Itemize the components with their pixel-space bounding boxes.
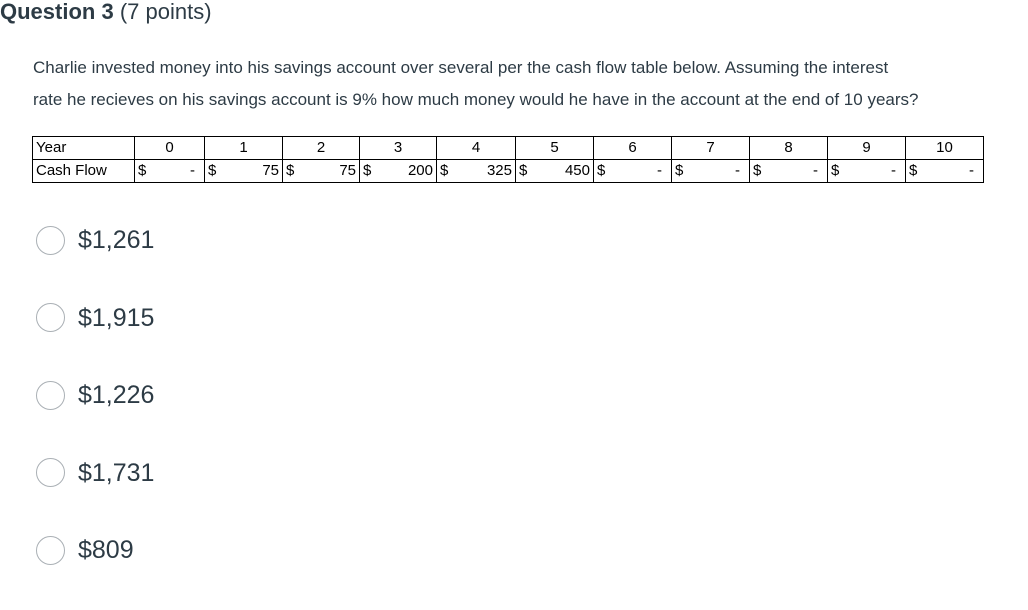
question-prompt	[33, 52, 1013, 116]
year-cell: 5	[516, 137, 594, 160]
dollar-sign: $	[440, 162, 449, 179]
answer-option-label[interactable]: $809	[78, 536, 134, 564]
answer-option-label[interactable]: $1,731	[78, 458, 155, 487]
cash-amount: 200	[407, 162, 433, 179]
year-cell: 8	[750, 137, 828, 160]
cash-cell	[283, 160, 360, 183]
answer-option[interactable]	[36, 455, 154, 491]
radio-button[interactable]	[36, 303, 65, 332]
cash-amount: -	[891, 162, 896, 179]
radio-button[interactable]	[36, 458, 65, 487]
cash-cell	[135, 160, 205, 183]
year-cell: 3	[360, 137, 437, 160]
cash-cell	[750, 160, 828, 183]
year-cell: 1	[205, 137, 283, 160]
answer-option-label[interactable]: $1,226	[78, 381, 155, 409]
year-cell: 2	[283, 137, 360, 160]
year-cell: 4	[437, 137, 516, 160]
answer-option[interactable]	[36, 377, 154, 413]
question-title: Question 3	[0, 0, 114, 24]
year-cell: 6	[594, 137, 672, 160]
cash-amount: 450	[564, 162, 590, 179]
answer-option-label[interactable]: $1,261	[78, 226, 155, 254]
dollar-sign: $	[753, 162, 762, 179]
answer-option-label[interactable]: $1,915	[78, 303, 155, 332]
cash-cell	[906, 160, 984, 183]
question-points: (7 points)	[119, 0, 212, 24]
year-cell: 7	[672, 137, 750, 160]
cash-amount: 75	[262, 162, 279, 179]
year-row-label: Year	[33, 137, 135, 160]
cash-amount: 75	[339, 162, 356, 179]
dollar-sign: $	[831, 162, 840, 179]
cash-amount: -	[969, 162, 974, 179]
dollar-sign: $	[519, 162, 528, 179]
cash-cell	[672, 160, 750, 183]
dollar-sign: $	[208, 162, 217, 179]
cash-amount: -	[813, 162, 818, 179]
prompt-line-1: Charlie invested money into his savings account over several per the cash flow table below. Assuming the interest	[33, 58, 889, 77]
cash-amount: -	[190, 162, 195, 179]
prompt-line-2: rate he recieves on his savings account is 9% how much money would he have in the account at the end of 10 years?	[33, 90, 919, 109]
cash-cell	[205, 160, 283, 183]
answer-options	[36, 222, 154, 610]
answer-option[interactable]	[36, 532, 154, 568]
dollar-sign: $	[138, 162, 147, 179]
cash-cell	[594, 160, 672, 183]
year-cell: 9	[828, 137, 906, 160]
year-cell: 10	[906, 137, 984, 160]
cash-cell	[516, 160, 594, 183]
cash-amount: -	[735, 162, 740, 179]
year-cell: 0	[135, 137, 205, 160]
answer-option[interactable]	[36, 300, 154, 336]
cash-amount: 325	[486, 162, 512, 179]
cash-amount: -	[657, 162, 662, 179]
radio-button[interactable]	[36, 536, 65, 565]
answer-option[interactable]	[36, 222, 154, 258]
cash-flow-row-label: Cash Flow	[33, 160, 135, 183]
cash-cell	[437, 160, 516, 183]
cash-flow-table	[32, 136, 984, 183]
cash-cell	[828, 160, 906, 183]
cash-flow-row	[33, 160, 984, 183]
dollar-sign: $	[363, 162, 372, 179]
dollar-sign: $	[286, 162, 295, 179]
dollar-sign: $	[597, 162, 606, 179]
question-header	[0, 0, 212, 27]
year-row	[33, 137, 984, 160]
radio-button[interactable]	[36, 226, 65, 255]
dollar-sign: $	[675, 162, 684, 179]
radio-button[interactable]	[36, 381, 65, 410]
dollar-sign: $	[909, 162, 918, 179]
cash-cell	[360, 160, 437, 183]
